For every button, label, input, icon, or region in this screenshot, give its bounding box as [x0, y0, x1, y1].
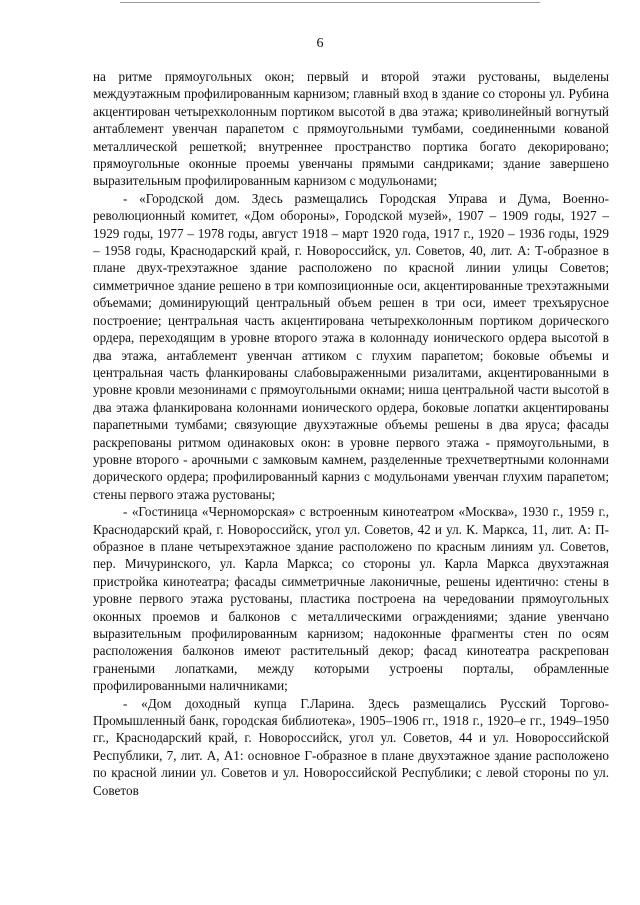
paragraph-1-continuation: на ритме прямоугольных окон; первый и второй этажи рустованы, выделены междуэтажным профилированным карнизом; главный вход в здание со стороны ул. Рубина акцентирован четырехколонным портиком высотой в два этажа; криволинейный вогнутый антаблемент увенчан парапетом с прямоугольными тумбами, соединенными кованой металлической решеткой; внутреннее пространство портика богато декорировано; прямоугольные оконные проемы увенчаны прямыми сандриками; здание завершено выразительным профилированным карнизом с модульонами; [93, 69, 609, 189]
paragraph-3-hotel-chernomorskaya: - «Гостиница «Черноморская» с встроенным кинотеатром «Москва», 1930 г., 1959 г., Краснодарский край, г. Новороссийск, угол ул. Советов, 42 и ул. К. Маркса, 11, лит. А: П-образное в плане четырехэтажное здание расположено по красным линиям ул. Советов, пер. Мичуринского, ул. Карла Маркса; со стороны ул. Карла Маркса двухэтажная пристройка кинотеатра; фасады симметричные лаконичные, решены идентично: стены в уровне первого этажа рустованы, пластика построена на чередовании прямоугольных оконных проемов и балконов с металлическими ограждениями; здание увенчано выразительным профилированным карнизом; надоконные фрагменты стен по осям расположения балконов имеют растительный декор; фасад кинотеатра раскрепован гранеными лопатками, между которыми устроены порталы, обрамленные профилированными наличниками; [93, 504, 609, 694]
document-body [93, 68, 609, 799]
paragraph-4-larin-house: - «Дом доходный купца Г.Ларина. Здесь размещались Русский Торгово-Промышленный банк, городская библиотека», 1905–1906 гг., 1918 г., 1920–е гг., 1949–1950 гг., Краснодарский край, г. Новороссийск, угол ул. Советов, 44 и ул. Новороссийской Республики, 7, лит. А, А1: основное Г-образное в плане двухэтажное здание расположено по красной линии ул. Советов и ул. Новороссийской Республики; с левой стороны по ул. Советов [93, 695, 609, 798]
paragraph-2-city-house: - «Городской дом. Здесь размещались Городская Управа и Дума, Военно-революционный комитет, «Дом обороны», Городской музей», 1907 – 1909 годы, 1927 – 1929 годы, 1977 – 1978 годы, август 1918 – март 1920 года, 1917 г., 1920 – 1936 годы, 1929 – 1958 годы, Краснодарский край, г. Новороссийск, ул. Советов, 40, лит. А: Т-образное в плане двух-трехэтажное здание расположено по красной линии улицы Советов; симметричное здание решено в три композиционные оси, акцентированные трехэтажными объемами; доминирующий центральный объем решен в три оси, имеет трехъярусное построение; центральная часть акцентирована четырехколонным портиком дорического ордера, переходящим в уровне второго этажа в колоннаду ионического ордера высотой в два этажа, антаблемент увенчан аттиком с глухим парапетом; боковые объемы и центральная часть фланкированы слабовыраженными ризалитами, акцентированными в уровне кровли мезонинами с прямоугольными окнами; ниша центральной части высотой в два этажа фланкирована колоннами ионического ордера, боковые лопатки акцентированы парапетными тумбами; связующие двухэтажные объемы решены в два яруса; фасады раскрепованы ритмом одинаковых окон: в уровне первого этажа - прямоугольными, в уровне второго - арочными с замковым камнем, разделенные трехчетвертными колоннами дорического ордера; профилированный карниз с модульонами увенчан глухим парапетом; стены первого этажа рустованы; [93, 190, 609, 502]
page-number: 6 [316, 36, 324, 51]
top-scan-edge [120, 2, 540, 3]
